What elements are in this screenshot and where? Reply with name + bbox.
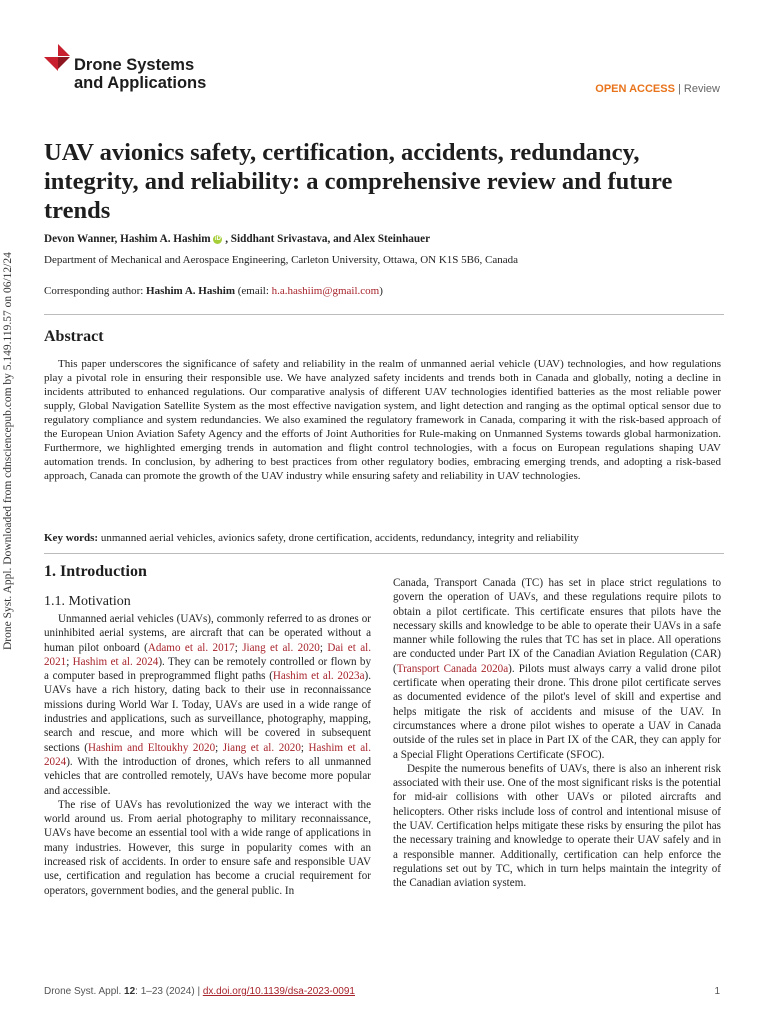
keywords-label: Key words:: [44, 532, 99, 544]
citation-link[interactable]: Hashim et al. 2024: [72, 655, 159, 668]
citation-separator: ;: [300, 741, 309, 754]
article-type: Review: [683, 83, 720, 95]
paragraph: [44, 612, 371, 798]
citation-link[interactable]: Hashim et al. 2024: [44, 741, 371, 768]
footer-pages: : 1–23 (2024) |: [135, 986, 203, 997]
citation-link[interactable]: Adamo et al. 2017: [147, 641, 235, 654]
access-label: [595, 83, 720, 95]
keywords: [44, 532, 579, 544]
page-number: 1: [714, 986, 720, 997]
corr-email-link[interactable]: h.a.hashiim@gmail.com: [271, 285, 380, 297]
citation-separator: ;: [319, 641, 328, 654]
footer-volume: 12: [124, 986, 136, 997]
paragraph-text: ). Pilots must always carry a valid drone pilot certificate when operating their drone. This drone pilot certificate serves as documented evidence of the pilot's level of skill and expertise and helps mitigate the risk of accidents and misuse of the UAV. In circumstances where a drone pilot wishes to operate a UAV in Canada outside of the rules set in place in Part IX of the CAR, they can apply for a Special Flight Operations Certificate (SFOC).: [393, 662, 721, 761]
authors-part-1: Devon Wanner, Hashim A. Hashim: [44, 233, 211, 245]
journal-name: [74, 56, 206, 92]
body-column-left: [44, 612, 371, 898]
corr-email-post: ): [379, 285, 383, 297]
open-access-badge: OPEN ACCESS: [595, 83, 675, 95]
body-column-right: [393, 576, 721, 891]
citation-link[interactable]: Jiang et al. 2020: [242, 641, 320, 654]
abstract-heading: Abstract: [44, 328, 104, 345]
paragraph-text: ). They can be remotely controlled or flown by a computer based in preprogrammed flight paths (: [44, 655, 371, 683]
paragraph-text: Unmanned aerial vehicles (UAVs), commonly referred to as drones or uninhibited aerial systems, are aircraft that can be operated without a human pilot onboard (: [44, 613, 371, 654]
journal-name-line1: Drone Systems: [74, 56, 195, 74]
keywords-list: unmanned aerial vehicles, avionics safety, drone certification, accidents, redundancy, integrity and reliability: [98, 532, 579, 544]
orcid-icon[interactable]: iD: [214, 235, 221, 242]
section-heading-introduction: 1. Introduction: [44, 563, 147, 580]
access-separator: |: [678, 83, 681, 95]
author-list: [44, 233, 430, 245]
abstract-divider: [44, 553, 724, 554]
corr-name: Hashim A. Hashim: [146, 285, 235, 297]
journal-logo: [44, 44, 206, 92]
journal-name-line2: and Applications: [74, 74, 207, 92]
citation-link[interactable]: Jiang et al. 2020: [222, 741, 301, 754]
paragraph-text: ). With the introduction of drones, which refers to all unmanned vehicles that are controlled remotely, UAVs have become more popular and accessible.: [44, 755, 371, 797]
corr-label: Corresponding author:: [44, 285, 147, 297]
citation-separator: ;: [215, 741, 223, 754]
affiliation: Department of Mechanical and Aerospace Engineering, Carleton University, Ottawa, ON K1S 5B6, Canada: [44, 254, 518, 266]
authors-part-2: , Siddhant Srivastava, and Alex Steinhauer: [225, 233, 431, 245]
citation-separator: ;: [66, 655, 73, 668]
corresponding-author: [44, 285, 383, 297]
abstract-text: This paper underscores the significance of safety and reliability in the realm of unmanned aerial vehicle (UAV) technologies, and how regulations play a pivotal role in ensuring their responsible use. We have analyzed safety incidents and trends both in Canada and globally, noting a decline in incidents attributed to enhanced regulations. Our comparative analysis of different UAV technologies identified batteries as the most reliable power supply, Global Navigation Satellite System as the most effective navigation system, and light detection and ranging as the optimal optical sensor due to regulatory compliance and system redundancies. We also examined the regulatory framework in Canada, comparing it with the risk-based approach of the European Union Aviation Safety Agency and the efforts of Joint Authorities for Rule-making on Unmanned Systems towards global harmonization. Furthermore, we highlighted emerging trends in automation and flight control technologies, with a focus on European regulations shaping UAV automation trends. In conclusion, by adhering to best practices from other regulatory bodies, embracing emerging trends, and adopting a risk-based approach, Canada can promote the growth of the UAV industry while ensuring safety and reliability in UAV technologies.: [44, 358, 721, 482]
citation-link[interactable]: Transport Canada 2020a: [396, 662, 509, 675]
corr-email-pre: (email:: [234, 285, 272, 297]
paragraph: [393, 576, 721, 762]
paragraph-text: ). UAVs have a rich history, dating back to their use in reconnaissance missions during World War I. Today, UAVs are used in a wide range of industries and applications, such as surveillance, photography, mapping, search and rescue, and more which will be covered in subsequent sections (: [44, 670, 371, 754]
footer-citation: [44, 986, 355, 997]
journal-logo-icon: [44, 44, 72, 76]
download-side-note: Drone Syst. Appl. Downloaded from cdnsciencepub.com by 5.149.119.57 on 06/12/24: [2, 252, 14, 650]
doi-link[interactable]: dx.doi.org/10.1139/dsa-2023-0091: [202, 986, 355, 997]
citation-link[interactable]: Dai et al. 2021: [44, 641, 371, 668]
paragraph: The rise of UAVs has revolutionized the way we interact with the world around us. From aerial photography to military reconnaissance, UAVs have become an essential tool with a wide range of applications in many industries. However, this surge in popularity comes with an increased risk of accidents. In order to ensure safe and responsible UAV use, certification and regulation has become a crucial requirement for operators, government bodies, and the general public. In: [44, 798, 371, 897]
paragraph: Despite the numerous benefits of UAVs, there is also an inherent risk associated with their use. One of the most significant risks is the potential for mid-air collisions with other UAVs or piloted aircrafts and helicopters. Other risks include loss of control and intentional misuse of the UAV. Certification helps mitigate these risks by ensuring the pilot has the necessary training and knowledge to operate their UAV safely and in a responsible manner. Additionally, certification can help enforce the regulations set out by TC, which in turn helps maintain the integrity of the Canadian aviation system.: [393, 762, 721, 890]
citation-link[interactable]: Hashim and Eltoukhy 2020: [88, 741, 216, 754]
citation-link[interactable]: Hashim et al. 2023a: [272, 670, 365, 683]
header-divider: [44, 314, 724, 315]
footer-journal: Drone Syst. Appl.: [44, 986, 125, 997]
article-title: UAV avionics safety, certification, accidents, redundancy, integrity, and reliability: a comprehensive review and future trends: [44, 139, 673, 224]
citation-separator: ;: [234, 641, 243, 654]
paragraph-text: Canada, Transport Canada (TC) has set in place strict regulations to govern the operation of UAVs, and these regulations require pilots to obtain a pilot certificate. This certificate ensures that pilots have the necessary skills and knowledge to be able to operate their UAVs in a safe manner while following the rules that TC has set in place. All operations are conducted under Part IX of the Canadian Aviation Regulation (CAR) (: [393, 577, 721, 675]
subsection-heading-motivation: 1.1. Motivation: [44, 594, 131, 609]
